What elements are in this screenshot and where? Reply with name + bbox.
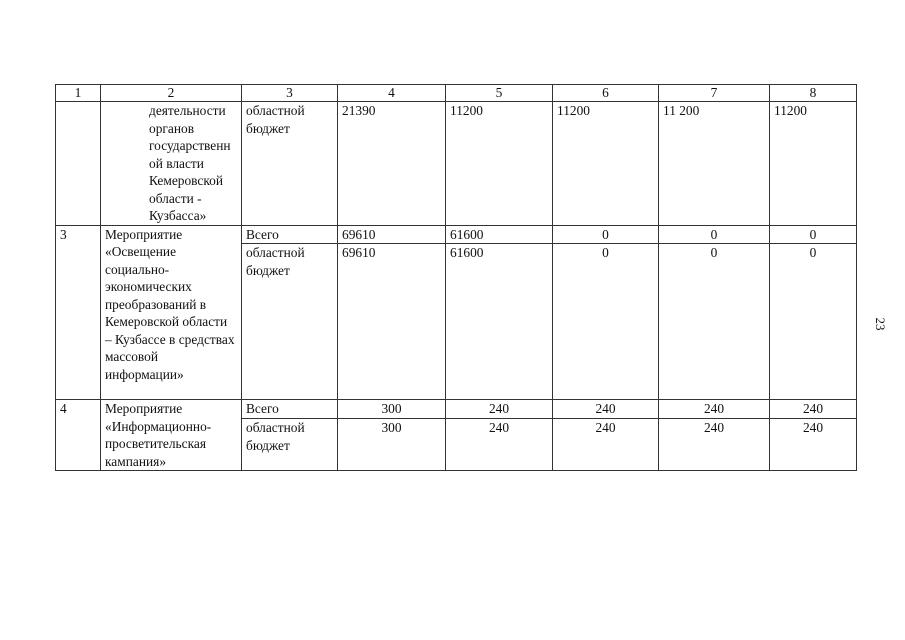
value-cell: 0 (659, 225, 770, 244)
budget-table (55, 84, 857, 471)
column-number: 5 (446, 85, 553, 102)
column-number: 1 (56, 85, 101, 102)
value-cell: 11 200 (659, 102, 770, 226)
value-cell: 0 (553, 225, 659, 244)
value-cell: 11200 (446, 102, 553, 226)
activity-name: деятельности органов государственной власти Кемеровской области - Кузбасса» (101, 102, 242, 226)
page-number: 23 (873, 317, 888, 331)
value-cell: 240 (446, 400, 553, 419)
funding-source: Всего (242, 225, 338, 244)
table-row (56, 102, 857, 226)
value-cell: 0 (659, 244, 770, 400)
value-cell: 0 (770, 225, 857, 244)
value-cell: 0 (770, 244, 857, 400)
activity-name: Мероприятие «Информационно-просветительская кампания» (101, 400, 242, 471)
column-number: 8 (770, 85, 857, 102)
value-cell: 300 (338, 419, 446, 471)
value-cell: 240 (770, 419, 857, 471)
column-number: 7 (659, 85, 770, 102)
row-number: 3 (56, 225, 101, 400)
column-number: 4 (338, 85, 446, 102)
value-cell: 21390 (338, 102, 446, 226)
value-cell: 240 (659, 400, 770, 419)
value-cell: 61600 (446, 225, 553, 244)
value-cell: 69610 (338, 244, 446, 400)
row-number: 4 (56, 400, 101, 471)
value-cell: 240 (659, 419, 770, 471)
value-cell: 61600 (446, 244, 553, 400)
value-cell: 0 (553, 244, 659, 400)
row-number (56, 102, 101, 226)
value-cell: 240 (553, 419, 659, 471)
activity-name: Мероприятие «Освещение социально-экономических преобразований в Кемеровской области – Кузбассе в средствах массовой информации» (101, 225, 242, 400)
value-cell: 240 (446, 419, 553, 471)
table-row (56, 225, 857, 244)
value-cell: 300 (338, 400, 446, 419)
value-cell: 69610 (338, 225, 446, 244)
value-cell: 240 (553, 400, 659, 419)
funding-source: областной бюджет (242, 102, 338, 226)
value-cell: 11200 (553, 102, 659, 226)
column-number: 3 (242, 85, 338, 102)
column-number-row (56, 85, 857, 102)
column-number: 6 (553, 85, 659, 102)
value-cell: 11200 (770, 102, 857, 226)
funding-source: Всего (242, 400, 338, 419)
table-row (56, 400, 857, 419)
funding-source: областной бюджет (242, 244, 338, 400)
funding-source: областной бюджет (242, 419, 338, 471)
column-number: 2 (101, 85, 242, 102)
value-cell: 240 (770, 400, 857, 419)
